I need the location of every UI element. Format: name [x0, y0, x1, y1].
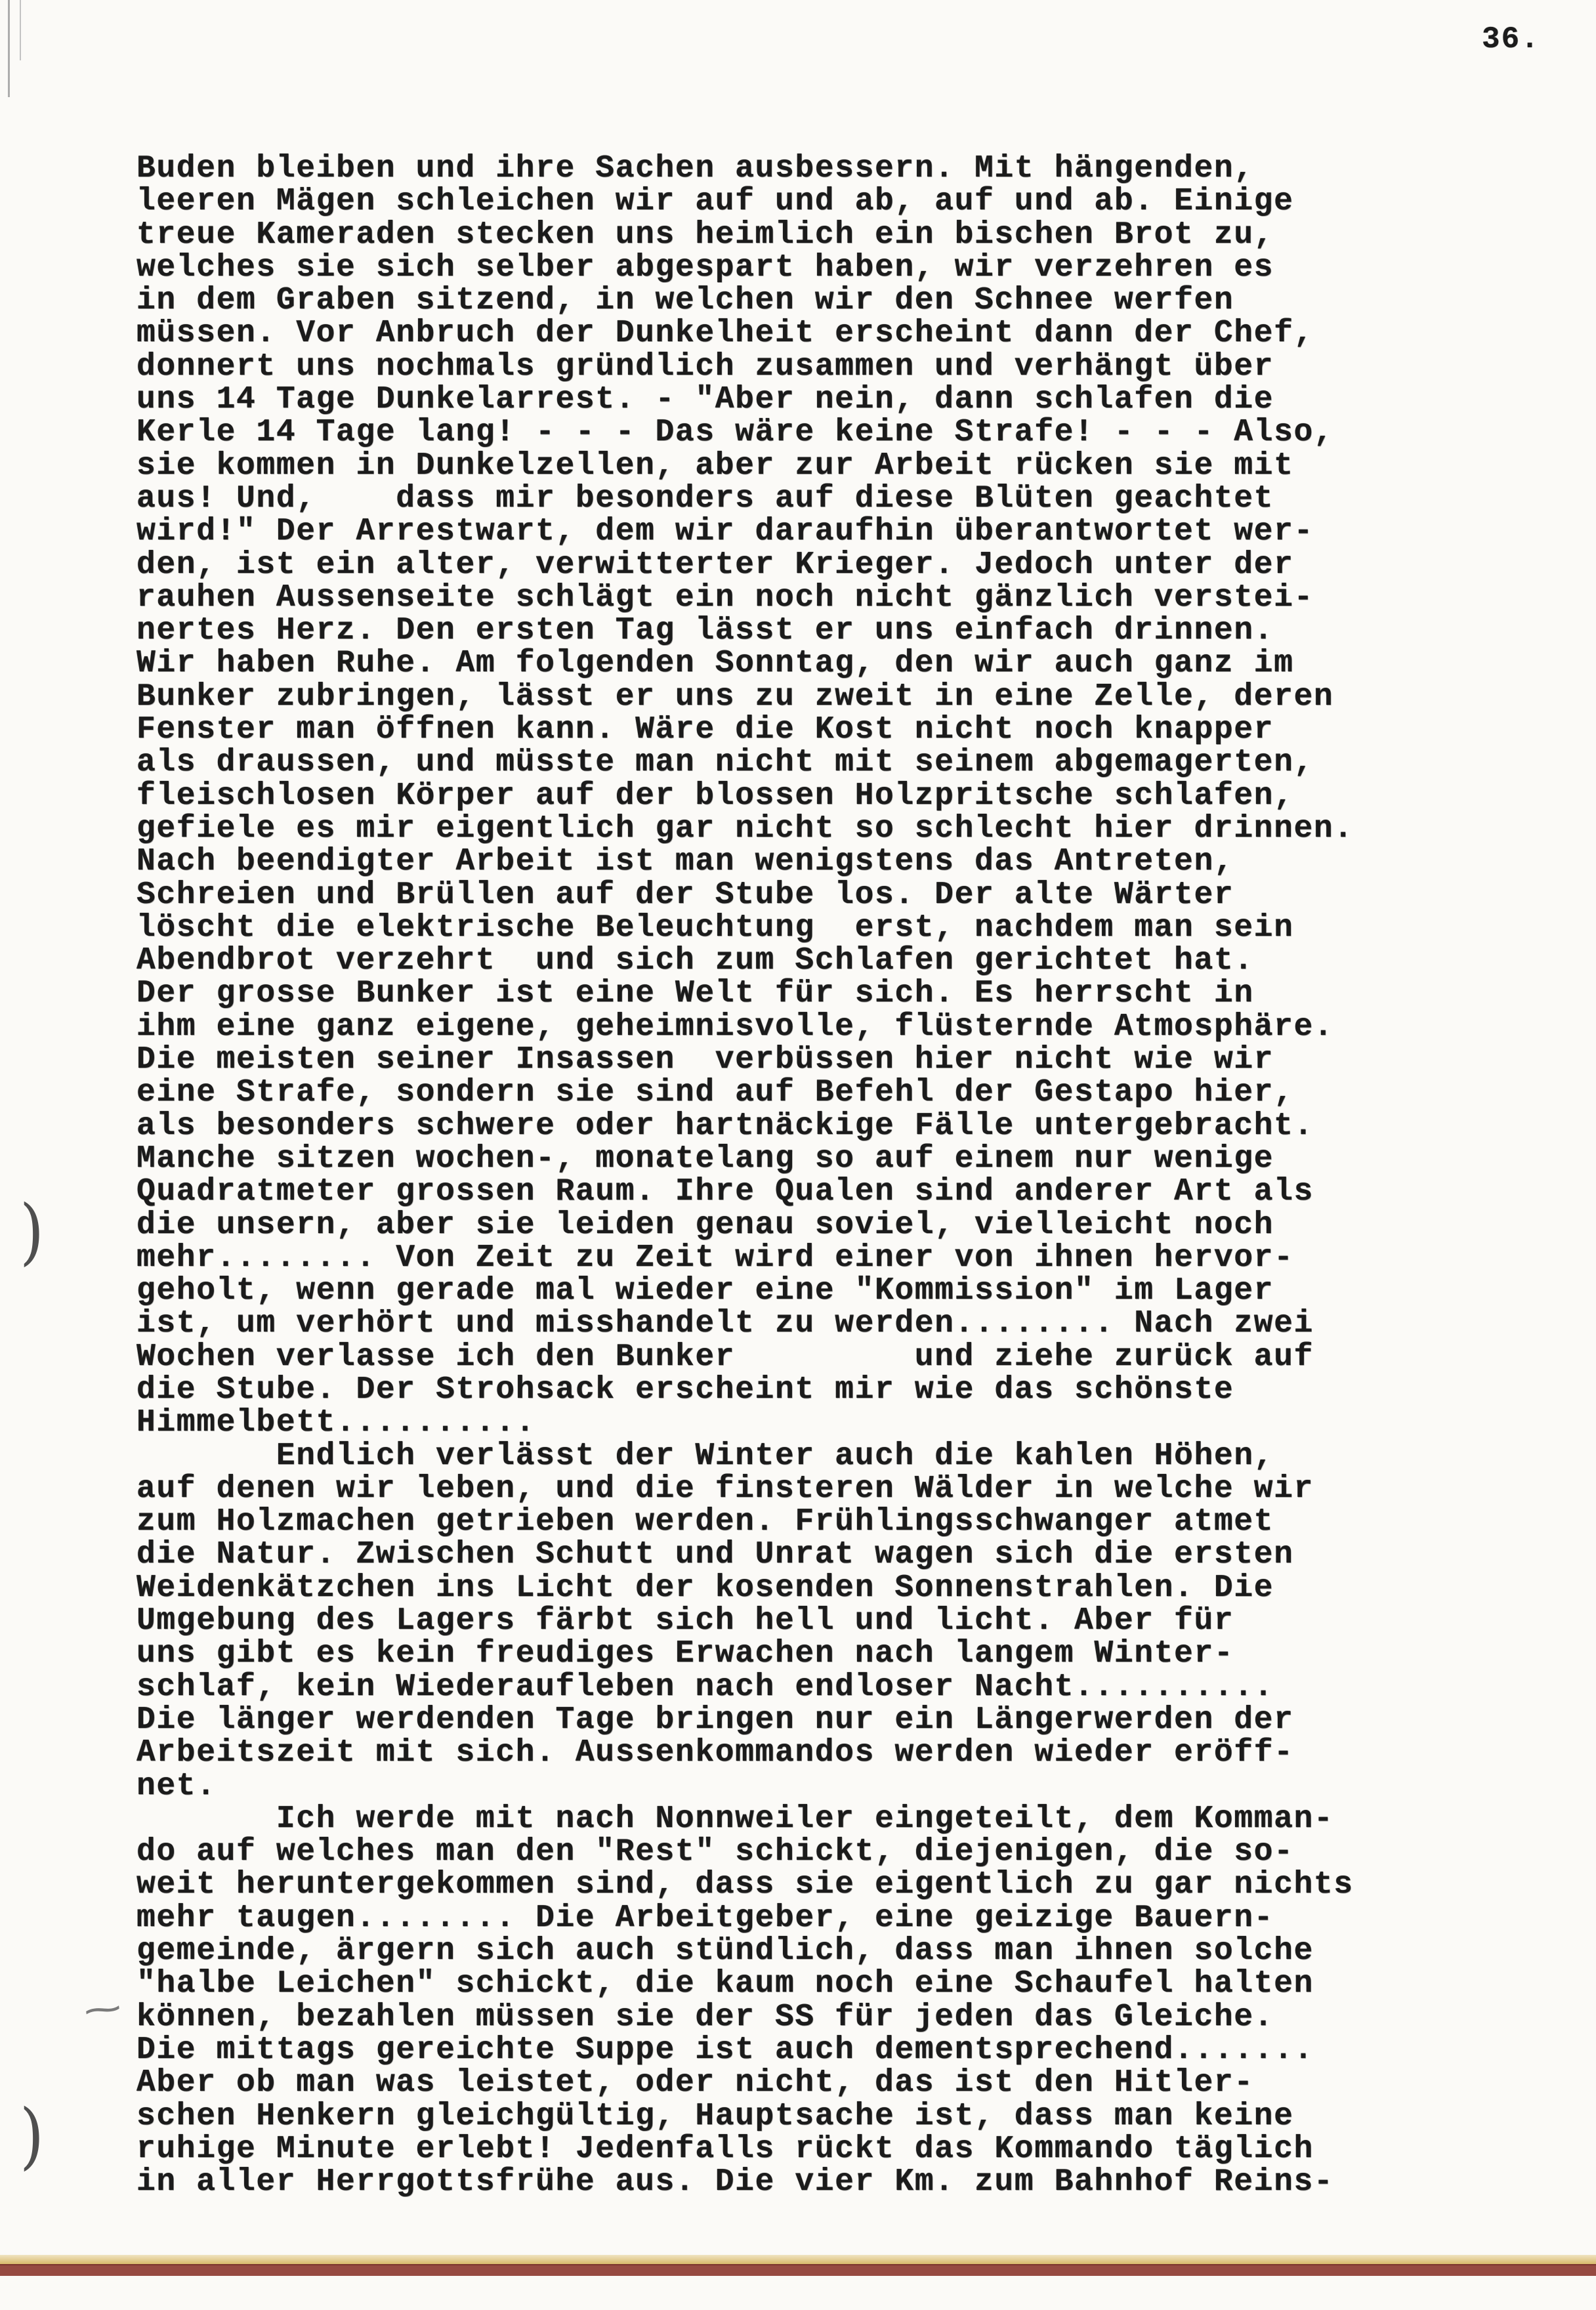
text-line: rauhen Aussenseite schlägt ein noch nicht gänzlich verstei- [136, 579, 1314, 616]
text-line: auf denen wir leben, und die finsteren Wälder in welche wir [136, 1471, 1314, 1507]
text-line: geholt, wenn gerade mal wieder eine "Kommission" im Lager [136, 1273, 1274, 1309]
text-line: in dem Graben sitzend, in welchen wir den Schnee werfen [136, 283, 1234, 319]
text-line: gefiele es mir eigentlich gar nicht so schlecht hier drinnen. [136, 810, 1354, 847]
text-line: "halbe Leichen" schickt, die kaum noch eine Schaufel halten [136, 1966, 1314, 2002]
text-line: donnert uns nochmals gründlich zusammen und verhängt über [136, 348, 1274, 385]
text-line: mehr taugen........ Die Arbeitgeber, eine geizige Bauern- [136, 1900, 1274, 1936]
text-line: Kerle 14 Tage lang! - - - Das wäre keine Strafe! - - - Also, [136, 415, 1334, 451]
text-line: sie kommen in Dunkelzellen, aber zur Arbeit rücken sie mit [136, 448, 1294, 484]
text-line: Wochen verlasse ich den Bunker und ziehe zurück auf [136, 1339, 1314, 1375]
text-line: eine Strafe, sondern sie sind auf Befehl der Gestapo hier, [136, 1075, 1294, 1111]
text-line: ihm eine ganz eigene, geheimnisvolle, flüsternde Atmosphäre. [136, 1009, 1334, 1045]
text-line: als besonders schwere oder hartnäckige Fälle untergebracht. [136, 1108, 1314, 1144]
text-line: löscht die elektrische Beleuchtung erst, nachdem man sein [136, 910, 1294, 946]
text-line: do auf welches man den "Rest" schickt, diejenigen, die so- [136, 1834, 1294, 1870]
text-line: fleischlosen Körper auf der blossen Holzpritsche schlafen, [136, 778, 1294, 814]
text-line: Schreien und Brüllen auf der Stube los. Der alte Wärter [136, 877, 1234, 913]
text-line: Buden bleiben und ihre Sachen ausbessern. Mit hängenden, [136, 151, 1254, 186]
text-line: treue Kameraden stecken uns heimlich ein bischen Brot zu, [136, 217, 1274, 253]
text-line: wird!" Der Arrestwart, dem wir daraufhin überantwortet wer- [136, 514, 1314, 550]
text-line: die unsern, aber sie leiden genau soviel, vielleicht noch [136, 1207, 1274, 1243]
bottom-border-gold-line [0, 2255, 1596, 2264]
text-line: Wir haben Ruhe. Am folgenden Sonntag, den wir auch ganz im [136, 646, 1294, 682]
text-line: aus! Und, dass mir besonders auf diese Blüten geachtet [136, 480, 1274, 516]
text-line: ruhige Minute erlebt! Jedenfalls rückt das Kommando täglich [136, 2131, 1314, 2167]
scan-edge-artifact [20, 0, 21, 60]
text-line: die Natur. Zwischen Schutt und Unrat wagen sich die ersten [136, 1537, 1294, 1573]
text-line: Endlich verlässt der Winter auch die kahlen Höhen, [136, 1438, 1274, 1474]
text-line: Die meisten seiner Insassen verbüssen hier nicht wie wir [136, 1042, 1274, 1078]
text-line: welches sie sich selber abgespart haben, wir verzehren es [136, 249, 1274, 285]
text-line: uns gibt es kein freudiges Erwachen nach langem Winter- [136, 1636, 1234, 1672]
scan-edge-artifact [8, 0, 10, 97]
text-line: gemeinde, ärgern sich auch stündlich, dass man ihnen solche [136, 1933, 1314, 1969]
text-line: Himmelbett.......... [136, 1405, 536, 1441]
page-number: 36. [1482, 22, 1540, 56]
text-line: Weidenkätzchen ins Licht der kosenden Sonnenstrahlen. Die [136, 1570, 1274, 1606]
text-line: weit heruntergekommen sind, dass sie eigentlich zu gar nichts [136, 1867, 1354, 1903]
text-line: Die länger werdenden Tage bringen nur ein Längerwerden der [136, 1702, 1294, 1738]
text-line: Ich werde mit nach Nonnweiler eingeteilt, dem Komman- [136, 1801, 1334, 1837]
text-line: Quadratmeter grossen Raum. Ihre Qualen sind anderer Art als [136, 1174, 1314, 1210]
text-line: in aller Herrgottsfrühe aus. Die vier Km. zum Bahnhof Reins- [136, 2164, 1334, 2200]
text-line: können, bezahlen müssen sie der SS für jeden das Gleiche. [136, 1999, 1274, 2035]
margin-pen-mark: ) [20, 2094, 45, 2178]
text-line: Der grosse Bunker ist eine Welt für sich. Es herrscht in [136, 976, 1254, 1012]
text-line: ist, um verhört und misshandelt zu werden........ Nach zwei [136, 1306, 1314, 1342]
text-line: schen Henkern gleichgültig, Hauptsache ist, dass man keine [136, 2098, 1294, 2134]
bottom-border-maroon-line [0, 2264, 1596, 2276]
text-line: Bunker zubringen, lässt er uns zu zweit in eine Zelle, deren [136, 679, 1334, 715]
text-line: Nach beendigter Arbeit ist man wenigstens das Antreten, [136, 844, 1234, 880]
text-line: Die mittags gereichte Suppe ist auch dementsprechend....... [136, 2032, 1314, 2068]
text-line: als draussen, und müsste man nicht mit seinem abgemagerten, [136, 745, 1314, 781]
text-line: Umgebung des Lagers färbt sich hell und licht. Aber für [136, 1603, 1234, 1639]
text-line: müssen. Vor Anbruch der Dunkelheit erscheint dann der Chef, [136, 316, 1314, 352]
text-line: Arbeitszeit mit sich. Aussenkommandos werden wieder eröff- [136, 1735, 1294, 1771]
margin-pen-mark: ) [20, 1190, 45, 1274]
text-line: uns 14 Tage Dunkelarrest. - "Aber nein, dann schlafen die [136, 382, 1274, 418]
typewritten-text [136, 152, 1354, 2198]
text-line: Abendbrot verzehrt und sich zum Schlafen gerichtet hat. [136, 943, 1254, 979]
text-line: Manche sitzen wochen-, monatelang so auf einem nur wenige [136, 1141, 1274, 1177]
text-line: mehr........ Von Zeit zu Zeit wird einer von ihnen hervor- [136, 1240, 1294, 1276]
text-line: schlaf, kein Wiederaufleben nach endloser Nacht.......... [136, 1669, 1274, 1705]
text-line: die Stube. Der Strohsack erscheint mir wie das schönste [136, 1372, 1234, 1408]
text-line: net. [136, 1768, 217, 1804]
text-line: Aber ob man was leistet, oder nicht, das ist den Hitler- [136, 2065, 1254, 2101]
text-line: den, ist ein alter, verwitterter Krieger. Jedoch unter der [136, 547, 1294, 583]
text-line: zum Holzmachen getrieben werden. Frühlingsschwanger atmet [136, 1504, 1274, 1540]
text-line: Fenster man öffnen kann. Wäre die Kost nicht noch knapper [136, 712, 1274, 748]
pen-squiggle-mark: ~ [79, 1987, 127, 2040]
text-line: leeren Mägen schleichen wir auf und ab, auf und ab. Einige [136, 184, 1294, 220]
text-line: nertes Herz. Den ersten Tag lässt er uns einfach drinnen. [136, 613, 1274, 649]
